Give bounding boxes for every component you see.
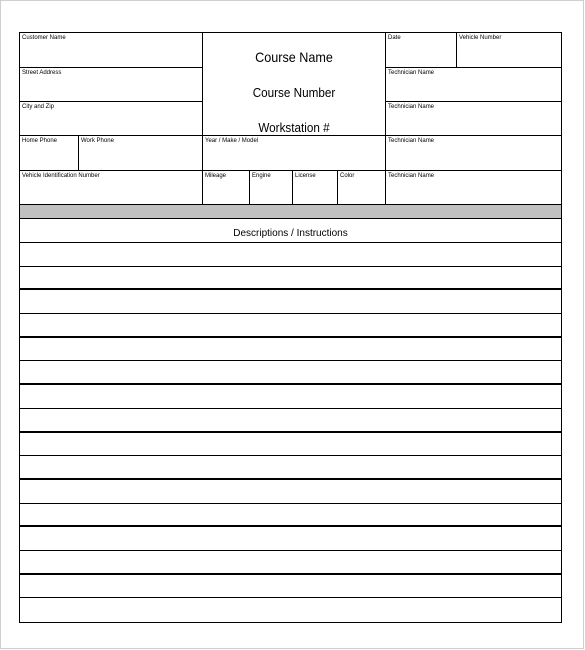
vehicle-number-field[interactable] — [457, 33, 561, 68]
license-field[interactable] — [293, 171, 338, 205]
description-line[interactable] — [20, 338, 561, 362]
course-name: Course Name — [255, 49, 333, 65]
description-line[interactable] — [20, 480, 561, 504]
descriptions-title: Descriptions / Instructions — [233, 228, 348, 239]
vin-label: Vehicle Identification Number — [22, 173, 100, 179]
description-line[interactable] — [20, 409, 561, 433]
home-phone-field[interactable] — [20, 136, 79, 171]
date-field[interactable] — [386, 33, 457, 68]
technician-name-label: Technician Name — [388, 70, 435, 76]
description-line[interactable] — [20, 598, 561, 622]
description-line[interactable] — [20, 385, 561, 409]
description-line[interactable] — [20, 267, 561, 291]
description-line[interactable] — [20, 290, 561, 314]
workstation-number: Workstation # — [258, 120, 330, 135]
engine-field[interactable] — [250, 171, 293, 205]
technician-name-field-1[interactable] — [386, 68, 561, 102]
technician-name-label: Technician Name — [388, 173, 435, 179]
city-zip-label: City and Zip — [22, 104, 55, 110]
mileage-label: Mileage — [205, 173, 227, 179]
technician-name-field-3[interactable] — [386, 136, 561, 171]
description-line[interactable] — [20, 361, 561, 385]
customer-name-field[interactable] — [20, 33, 203, 68]
work-phone-label: Work Phone — [81, 138, 114, 144]
section-divider-bar — [20, 205, 561, 219]
descriptions-header — [20, 219, 561, 243]
customer-name-label: Customer Name — [22, 35, 66, 41]
technician-name-field-4[interactable] — [386, 171, 561, 205]
course-number: Course Number — [252, 85, 336, 100]
description-line[interactable] — [20, 314, 561, 338]
technician-name-field-2[interactable] — [386, 102, 561, 136]
description-line[interactable] — [20, 433, 561, 457]
vin-field[interactable] — [20, 171, 203, 205]
engine-label: Engine — [252, 173, 271, 179]
mileage-field[interactable] — [203, 171, 250, 205]
course-info-block — [203, 33, 386, 136]
home-phone-label: Home Phone — [22, 138, 58, 144]
year-make-model-label: Year / Make / Model — [205, 138, 259, 144]
license-label: License — [295, 173, 316, 179]
vehicle-number-label: Vehicle Number — [459, 35, 502, 41]
color-label: Color — [340, 173, 355, 179]
description-line[interactable] — [20, 243, 561, 267]
description-line[interactable] — [20, 504, 561, 528]
city-zip-field[interactable] — [20, 102, 203, 136]
street-address-label: Street Address — [22, 70, 62, 76]
technician-name-label: Technician Name — [388, 138, 435, 144]
description-line[interactable] — [20, 575, 561, 599]
work-order-form — [19, 32, 562, 623]
color-field[interactable] — [338, 171, 386, 205]
technician-name-label: Technician Name — [388, 104, 435, 110]
street-address-field[interactable] — [20, 68, 203, 102]
description-line[interactable] — [20, 456, 561, 480]
year-make-model-field[interactable] — [203, 136, 386, 171]
description-line[interactable] — [20, 527, 561, 551]
date-label: Date — [388, 35, 401, 41]
description-line[interactable] — [20, 551, 561, 575]
work-phone-field[interactable] — [79, 136, 203, 171]
